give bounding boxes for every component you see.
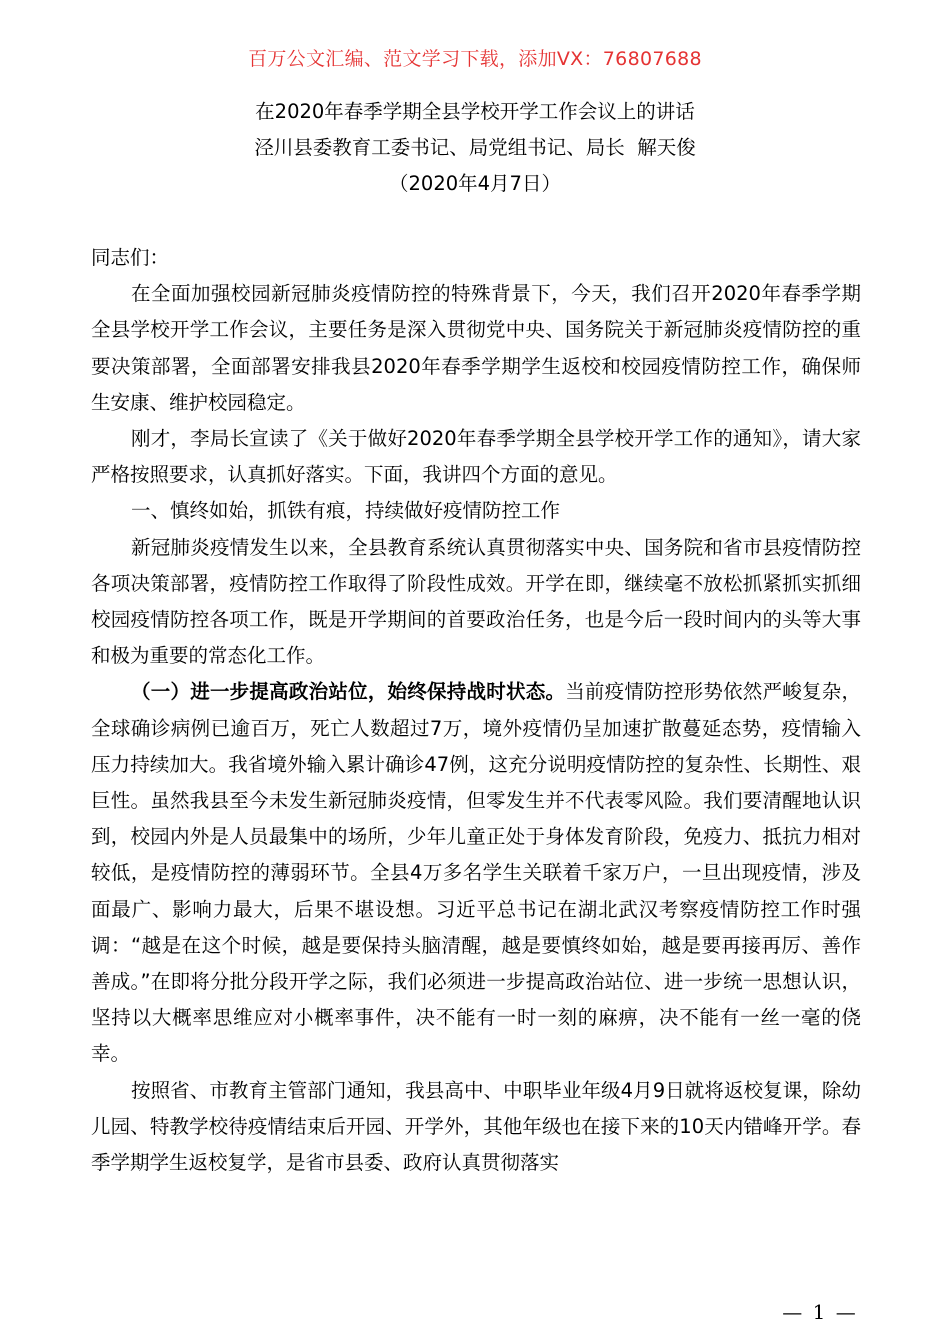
speaker-line: 泾川县委教育工委书记、局党组书记、局长 解天俊 [254,136,696,159]
watermark-banner: 百万公文汇编、范文学习下载，添加VX：76807688 [248,48,702,70]
paragraph-4 [91,674,861,1072]
speech-title: 在2020年春季学期全县学校开学工作会议上的讲话 [255,100,695,123]
speech-body [91,240,861,1181]
salutation: 同志们： [91,246,170,269]
paragraph-4-text: 当前疫情防控形势依然严峻复杂，全球确诊病例已逾百万，死亡人数超过7万，境外疫情仍呈加速扩散蔓延态势，疫情输入压力持续加大。我省境外输入累计确诊47例，这充分说明疫情防控的复杂性、长期性、艰巨性。虽然我县至今未发生新冠肺炎疫情，但零发生并不代表零风险。我们要清醒地认识到，校园内外是人员最集中的场所，少年儿童正处于身体发育阶段，免疫力、抵抗力相对较低，是疫情防控的薄弱环节。全县4万多名学生关联着千家万户，一旦出现疫情，涉及面最广、影响力最大，后果不堪设想。习近平总书记在湖北武汉考察疫情防控工作时强调：“越是在这个时候，越是要保持头脑清醒，越是要慎终如始，越是要再接再厉、善作善成。”在即将分批分段开学之际，我们必须进一步提高政治站位、进一步统一思想认识，坚持以大概率思维应对小概率事件，决不能有一时一刻的麻痹，决不能有一丝一毫的侥幸。 [91,680,861,1066]
title-block [0,94,950,202]
section-heading-1: 一、慎终如始，抓铁有痕，持续做好疫情防控工作 [131,499,561,523]
page-number: — 1 — [782,1300,858,1324]
paragraph-3: 新冠肺炎疫情发生以来，全县教育系统认真贯彻落实中央、国务院和省市县疫情防控各项决策部署，疫情防控工作取得了阶段性成效。开学在即，继续毫不放松抓紧抓实抓细校园疫情防控各项工作，既是开学期间的首要政治任务，也是今后一段时间内的头等大事和极为重要的常态化工作。 [91,535,861,668]
paragraph-2: 刚才，李局长宣读了《关于做好2020年春季学期全县学校开学工作的通知》，请大家严格按照要求，认真抓好落实。下面，我讲四个方面的意见。 [91,427,861,487]
paragraph-5: 按照省、市教育主管部门通知，我县高中、中职毕业年级4月9日就将返校复课，除幼儿园、特教学校待疫情结束后开园、开学外，其他年级也在接下来的10天内错峰开学。春季学期学生返校复学，是省市县委、政府认真贯彻落实 [91,1078,861,1175]
speech-date: （2020年4月7日） [389,172,561,195]
subsection-heading-1: （一）进一步提高政治站位，始终保持战时状态。 [131,680,566,704]
paragraph-1: 在全面加强校园新冠肺炎疫情防控的特殊背景下，今天，我们召开2020年春季学期全县学校开学工作会议，主要任务是深入贯彻党中央、国务院关于新冠肺炎疫情防控的重要决策部署，全面部署安排我县2020年春季学期学生返校和校园疫情防控工作，确保师生安康、维护校园稳定。 [91,282,861,414]
